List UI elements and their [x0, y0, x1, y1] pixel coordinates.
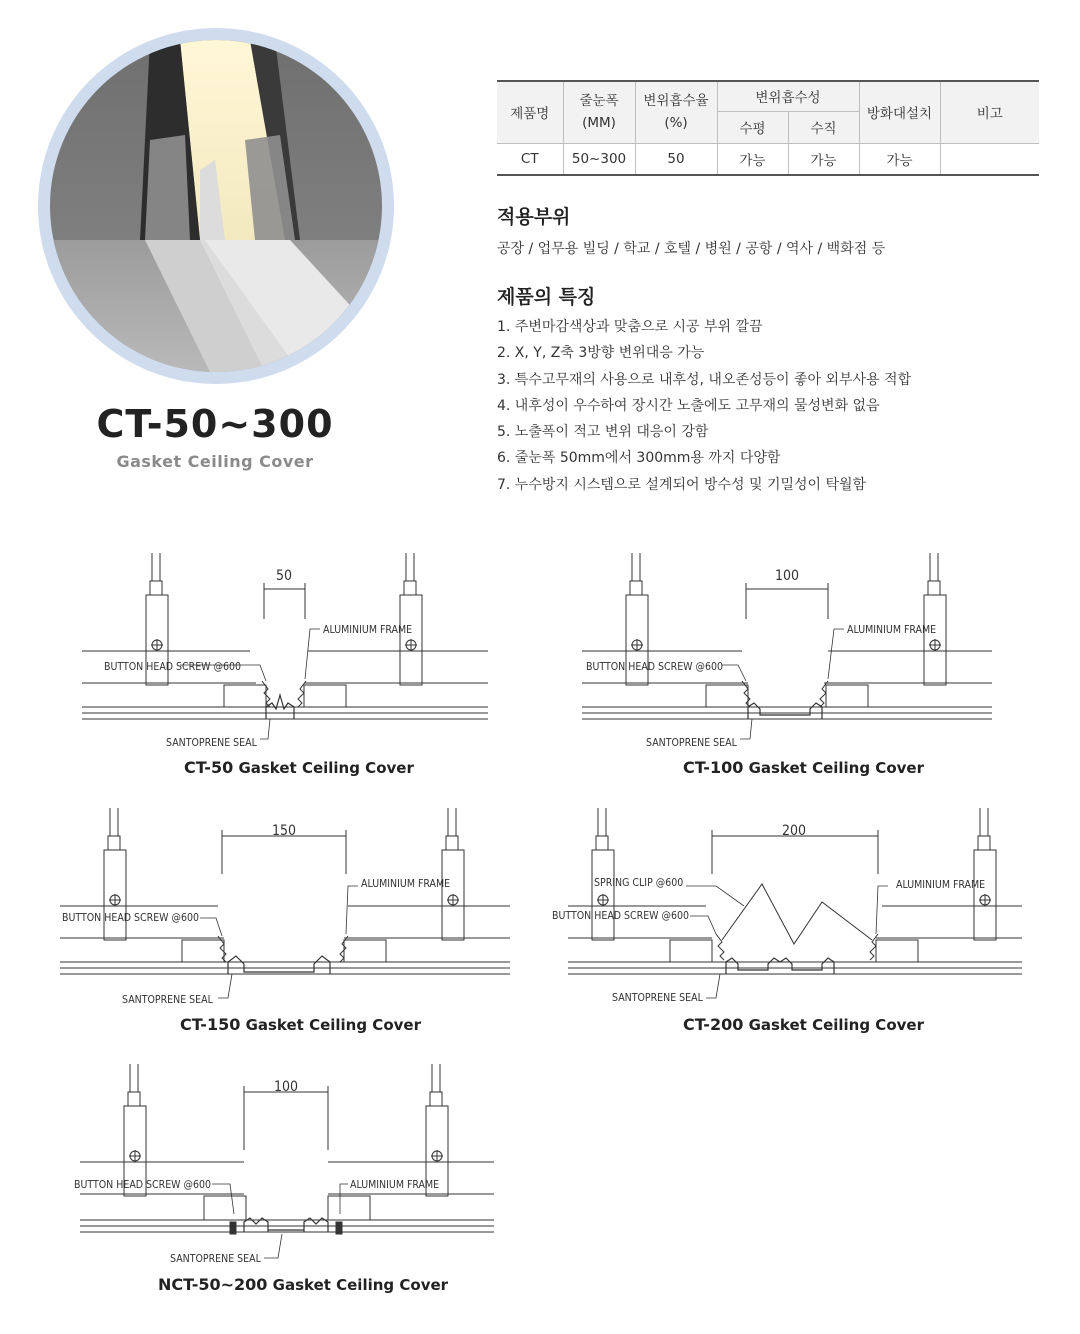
seal-label: SANTOPRENE SEAL	[166, 737, 257, 749]
frame-label: ALUMINIUM FRAME	[847, 624, 937, 636]
caption-ct-150: CT-150 Gasket Ceiling Cover	[180, 1015, 421, 1034]
cell-name: CT	[497, 143, 563, 175]
th-absorb-rate: 변위흡수율 (%)	[635, 81, 717, 143]
th-vertical: 수직	[788, 111, 859, 143]
joint-photo-illustration	[50, 40, 382, 372]
cell-fire: 가능	[859, 143, 940, 175]
drawing-ct-200	[552, 808, 1026, 1008]
dimension-label: 100	[774, 568, 800, 584]
hanger-rod-right	[442, 808, 464, 940]
product-subtitle: Gasket Ceiling Cover	[116, 452, 314, 471]
th-horizontal: 수평	[717, 111, 788, 143]
list-item: 4. 내후성이 우수하여 장시간 노출에도 고무재의 물성변화 없음	[497, 397, 880, 414]
frame-label: ALUMINIUM FRAME	[350, 1179, 440, 1191]
screw-label: BUTTON HEAD SCREW @600	[104, 661, 241, 673]
seal-label: SANTOPRENE SEAL	[122, 994, 213, 1006]
drawing-ct-50	[80, 553, 500, 753]
th-note: 비고	[940, 81, 1039, 143]
application-title: 적용부위	[497, 206, 571, 228]
cell-note	[940, 143, 1039, 175]
list-item: 6. 줄눈폭 50mm에서 300mm용 까지 다양함	[497, 450, 781, 467]
dimension-label: 100	[273, 1079, 299, 1095]
spec-table	[497, 80, 1039, 176]
seal-label: SANTOPRENE SEAL	[170, 1253, 261, 1265]
cell-vertical: 가능	[788, 143, 859, 175]
caption-ct-200: CT-200 Gasket Ceiling Cover	[683, 1015, 924, 1034]
list-item: 2. X, Y, Z축 3방향 변위대응 가능	[497, 345, 705, 362]
screw-label: BUTTON HEAD SCREW @600	[62, 912, 199, 924]
th-width: 줄눈폭 (MM)	[563, 81, 635, 143]
drawing-nct-50-200	[74, 1064, 508, 1265]
th-absorb: 변위흡수성	[717, 81, 859, 111]
hanger-rod-right	[974, 808, 996, 940]
list-item: 3. 특수고무재의 사용으로 내후성, 내오존성등이 좋아 외부사용 적합	[497, 371, 912, 388]
screw-label: BUTTON HEAD SCREW @600	[74, 1179, 211, 1191]
product-photo	[38, 28, 394, 384]
cell-absorb-rate: 50	[635, 143, 717, 175]
th-name: 제품명	[497, 81, 563, 143]
dimension-label: 50	[275, 568, 293, 584]
th-fire: 방화대설치	[859, 81, 940, 143]
hanger-rod-left	[124, 1064, 146, 1196]
table-row	[497, 143, 1039, 175]
caption-ct-50: CT-50 Gasket Ceiling Cover	[184, 758, 414, 777]
seal-label: SANTOPRENE SEAL	[612, 992, 703, 1004]
application-text: 공장 / 업무용 빌딩 / 학교 / 호텔 / 병원 / 공항 / 역사 / 백화점 등	[497, 241, 886, 257]
list-item: 5. 노출폭이 적고 변위 대응이 강함	[497, 424, 709, 441]
caption-ct-100: CT-100 Gasket Ceiling Cover	[683, 758, 924, 777]
hanger-rod-right	[426, 1064, 448, 1196]
dimension-label: 150	[271, 823, 297, 839]
hanger-rod-right	[924, 553, 946, 685]
feature-list	[497, 316, 911, 500]
hanger-rod-right	[400, 553, 422, 685]
dimension-label: 200	[781, 823, 807, 839]
frame-label: ALUMINIUM FRAME	[896, 879, 986, 891]
frame-label: ALUMINIUM FRAME	[361, 878, 451, 890]
drawing-ct-150	[58, 808, 518, 1008]
frame-label: ALUMINIUM FRAME	[323, 624, 413, 636]
screw-label: BUTTON HEAD SCREW @600	[552, 910, 689, 922]
cell-width: 50~300	[563, 143, 635, 175]
list-item: 1. 주변마감색상과 맞춤으로 시공 부위 깔끔	[497, 319, 763, 335]
clip-label: SPRING CLIP @600	[594, 877, 684, 889]
cell-horizontal: 가능	[717, 143, 788, 175]
caption-nct-50-200: NCT-50~200 Gasket Ceiling Cover	[158, 1275, 449, 1294]
features-title: 제품의 특징	[497, 286, 596, 308]
product-model: CT-50~300	[96, 402, 334, 446]
list-item: 7. 누수방지 시스템으로 설계되어 방수성 및 기밀성이 탁월함	[497, 476, 867, 493]
drawing-ct-100	[580, 553, 1000, 753]
seal-label: SANTOPRENE SEAL	[646, 737, 737, 749]
screw-label: BUTTON HEAD SCREW @600	[586, 661, 723, 673]
